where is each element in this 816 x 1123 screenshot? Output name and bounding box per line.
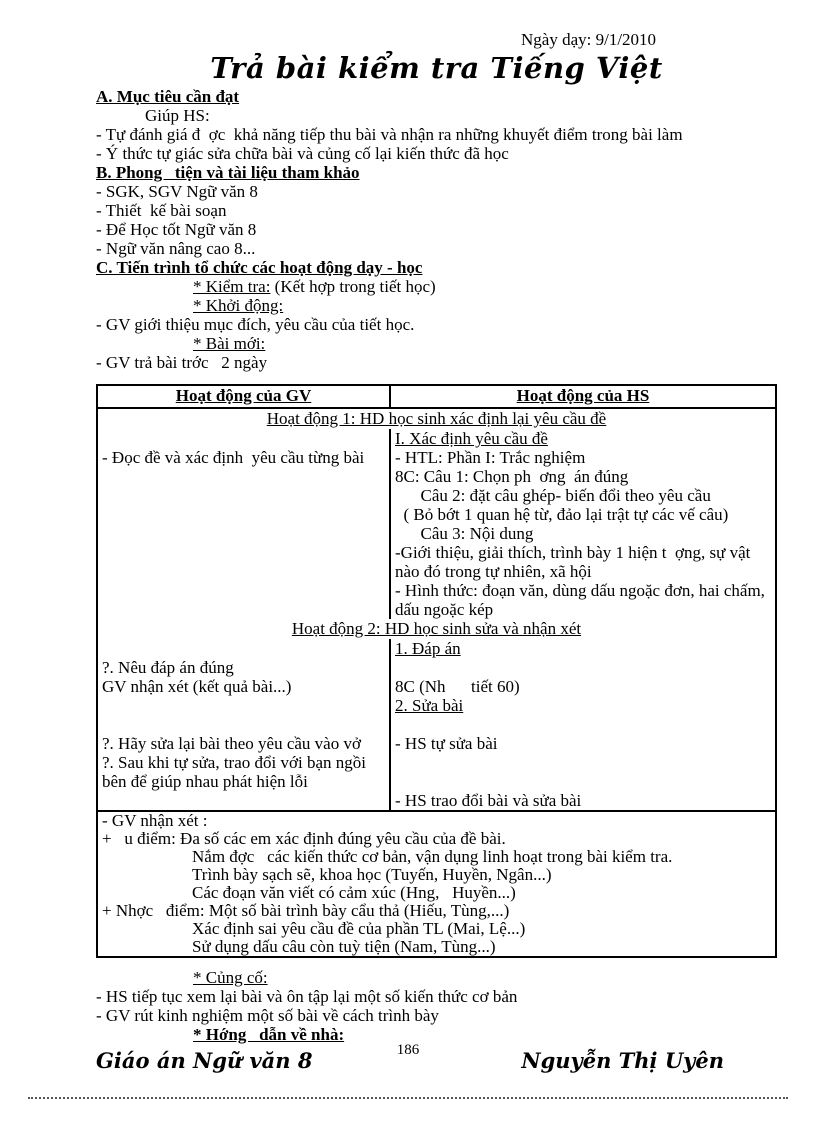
remark-line: - GV nhận xét : bbox=[102, 811, 208, 830]
khoidong-line bbox=[96, 296, 777, 315]
table-header-row bbox=[97, 385, 776, 408]
activity-table bbox=[96, 384, 777, 958]
baimoi-line bbox=[96, 334, 777, 353]
document-content bbox=[96, 30, 777, 1044]
section-c-heading: C. Tiến trình tổ chức các hoạt động dạy - học bbox=[96, 258, 423, 277]
gv-question: ?. Sau khi tự sửa, trao đổi với bạn ngồi bên để giúp nhau phát hiện lỗi bbox=[102, 753, 371, 791]
dapan-heading: 1. Đáp án bbox=[395, 639, 461, 658]
activity2-row bbox=[97, 619, 776, 639]
cungco-label: * Củng cố: bbox=[193, 968, 268, 987]
spacer bbox=[102, 639, 385, 658]
section-b-item: - Thiết kế bài soạn bbox=[96, 201, 227, 220]
hs-line: - HS trao đổi bài và sửa bài bbox=[395, 791, 582, 810]
hs-line: -Giới thiệu, giải thích, trình bày 1 hiện t ợng, sự vật nào đó trong tự nhiên, xã hội bbox=[395, 543, 755, 581]
section-b-item: - SGK, SGV Ngữ văn 8 bbox=[96, 182, 258, 201]
activity1-title: Hoạt động 1: HD học sinh xác định lại yêu cầu đề bbox=[266, 409, 607, 428]
table-header-hs bbox=[390, 385, 776, 408]
spacer bbox=[395, 658, 771, 677]
remark-line: Sử dụng dấu câu còn tuỳ tiện (Nam, Tùng...) bbox=[192, 937, 496, 956]
remark-line: Các đoạn văn viết có cảm xúc (Hng, Huyền...) bbox=[192, 883, 516, 902]
section-b-heading: B. Phong tiện và tài liệu tham khảo bbox=[96, 163, 360, 182]
spacer bbox=[102, 696, 385, 715]
hs-line: - HTL: Phần I: Trắc nghiệm bbox=[395, 448, 586, 467]
hs-heading-line bbox=[395, 639, 771, 658]
gioithieu-line: - GV giới thiệu mục đích, yêu cầu của tiết học. bbox=[96, 315, 415, 334]
hs-line: 8C: Câu 1: Chọn ph ơng án đúng bbox=[395, 467, 629, 486]
activity1-cell bbox=[97, 408, 776, 429]
hs-line: - Hình thức: đoạn văn, dùng dấu ngoặc đơn, hai chấm, dấu ngoặc kép bbox=[395, 581, 770, 619]
spacer bbox=[102, 715, 385, 734]
kiemtra-label: * Kiểm tra: bbox=[193, 277, 271, 296]
hs-cell-1 bbox=[390, 429, 776, 619]
section-a-line: - Ý thức tự giác sửa chữa bài và củng cố lại kiến thức đã học bbox=[96, 144, 509, 163]
gv-cell-1 bbox=[97, 429, 390, 619]
gv-question: ?. Hãy sửa lại bài theo yêu cầu vào vở bbox=[102, 734, 361, 753]
khoidong-label: * Khởi động: bbox=[193, 296, 284, 315]
table-header-gv-label: Hoạt động của GV bbox=[175, 386, 312, 405]
hs-line: Câu 3: Nội dung bbox=[395, 524, 534, 543]
cungco-line bbox=[96, 968, 777, 987]
gv-question: ?. Nêu đáp án đúng bbox=[102, 658, 234, 677]
table-header-hs-label: Hoạt động của HS bbox=[516, 386, 650, 405]
spacer bbox=[395, 772, 771, 791]
spacer bbox=[102, 429, 385, 448]
gv-cell-2 bbox=[97, 639, 390, 811]
section-b-item: - Để Học tốt Ngữ văn 8 bbox=[96, 220, 257, 239]
hs-line: ( Bỏ bớt 1 quan hệ từ, đảo lại trật tự các vế câu) bbox=[395, 505, 729, 524]
spacer bbox=[395, 753, 771, 772]
footer-book-title: Giáo án Ngữ văn 8 bbox=[96, 1048, 313, 1073]
remark-line: Nắm đợc các kiến thức cơ bản, vận dụng linh hoạt trong bài kiểm tra. bbox=[192, 847, 673, 866]
activity1-content-row bbox=[97, 429, 776, 619]
hs-line: 8C (Nh tiết 60) bbox=[395, 677, 520, 696]
section-a-intro: Giúp HS: bbox=[145, 106, 210, 125]
page-number: 186 bbox=[396, 1042, 420, 1058]
closing-line: - HS tiếp tục xem lại bài và ôn tập lại một số kiến thức cơ bản bbox=[96, 987, 518, 1006]
closing-section bbox=[96, 968, 777, 1044]
dotted-divider bbox=[28, 1097, 788, 1099]
closing-line: - GV rút kinh nghiệm một số bài về cách trình bày bbox=[96, 1006, 439, 1025]
suabai-heading: 2. Sửa bài bbox=[395, 696, 464, 715]
activity2-title: Hoạt động 2: HD học sinh sửa và nhận xét bbox=[291, 619, 582, 638]
hs-heading: I. Xác định yêu cầu đề bbox=[395, 429, 548, 448]
section-b-item: - Ngữ văn nâng cao 8... bbox=[96, 239, 256, 258]
remarks-row bbox=[97, 811, 776, 957]
activity2-content-row bbox=[97, 639, 776, 811]
remark-line: + Nhợc điểm: Một số bài trình bày cẩu thả (Hiếu, Tùng,...) bbox=[102, 901, 510, 920]
kiemtra-line bbox=[96, 277, 777, 296]
huongdan-label: * Hớng dẫn về nhà: bbox=[193, 1025, 345, 1044]
hs-cell-2 bbox=[390, 639, 776, 811]
footer-author-name: Nguyễn Thị Uyên bbox=[521, 1048, 724, 1073]
gv-line: GV nhận xét (kết quả bài...) bbox=[102, 677, 292, 696]
page-title: Trả bài kiểm tra Tiếng Việt bbox=[210, 51, 663, 85]
remark-line: Xác định sai yêu cầu đề của phần TL (Mai, Lệ...) bbox=[192, 919, 526, 938]
section-a-heading: A. Mục tiêu cần đạt bbox=[96, 87, 240, 106]
hs-heading-line bbox=[395, 696, 771, 715]
remark-line: Trình bày sạch sẽ, khoa học (Tuyến, Huyền, Ngân...) bbox=[192, 865, 552, 884]
baimoi-label: * Bài mới: bbox=[193, 334, 266, 353]
activity2-cell bbox=[97, 619, 776, 639]
spacer bbox=[395, 715, 771, 734]
hs-line: - HS tự sửa bài bbox=[395, 734, 498, 753]
remarks-cell bbox=[97, 811, 776, 957]
hs-line: Câu 2: đặt câu ghép- biến đổi theo yêu cầu bbox=[395, 486, 711, 505]
table-header-gv bbox=[97, 385, 390, 408]
kiemtra-rest: (Kết hợp trong tiết học) bbox=[270, 277, 436, 296]
gv-line: - Đọc đề và xác định yêu cầu từng bài bbox=[102, 448, 365, 467]
remark-line: + u điểm: Đa số các em xác định đúng yêu cầu của đề bài. bbox=[102, 829, 506, 848]
date-line: Ngày dạy: 9/1/2010 bbox=[521, 30, 657, 49]
trabai-line: - GV trả bài trớc 2 ngày bbox=[96, 353, 268, 372]
activity1-row bbox=[97, 408, 776, 429]
section-a-line: - Tự đánh giá đ ợc khả năng tiếp thu bài và nhận ra những khuyết điểm trong bài làm bbox=[96, 125, 683, 144]
